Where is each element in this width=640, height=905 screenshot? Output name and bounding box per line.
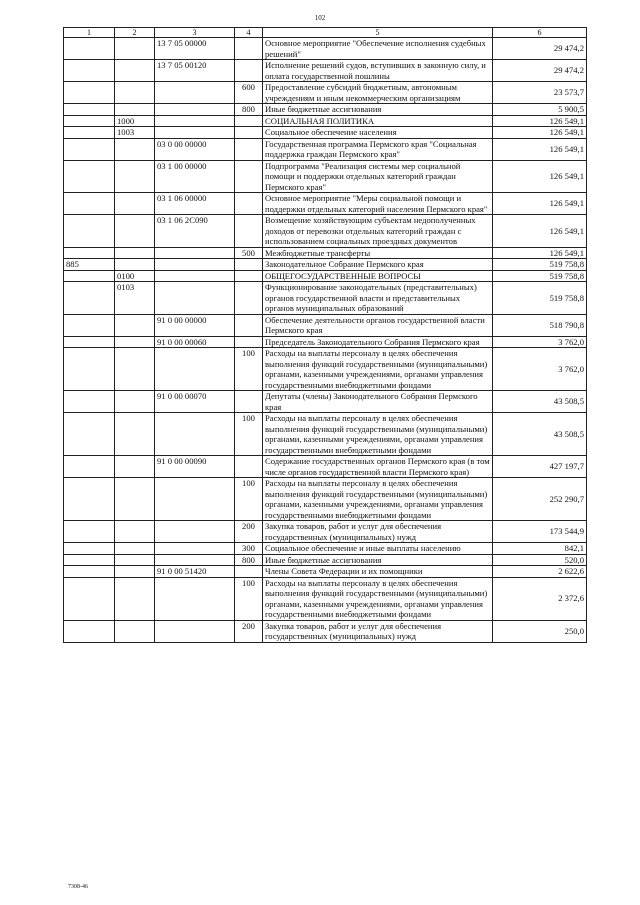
- amount-cell: 3 762,0: [493, 348, 587, 391]
- ministry-code-cell: [64, 60, 115, 82]
- expense-type-cell: [235, 336, 263, 348]
- description-cell: Подпрограмма "Реализация системы мер социальной помощи и поддержки отдельных категорий граждан Пермского края": [263, 160, 493, 193]
- amount-cell: 126 549,1: [493, 215, 587, 248]
- table-row: [64, 127, 587, 139]
- description-cell: СОЦИАЛЬНАЯ ПОЛИТИКА: [263, 115, 493, 127]
- description-cell: Расходы на выплаты персоналу в целях обеспечения выполнения функций государственными (муниципальными) органами, казенными учреждениями, органами управления государственными внебюджетными фондами: [263, 413, 493, 456]
- section-code-cell: 1000: [115, 115, 155, 127]
- ministry-code-cell: [64, 314, 115, 336]
- ministry-code-cell: 885: [64, 259, 115, 271]
- section-code-cell: [115, 314, 155, 336]
- column-header: 5: [263, 28, 493, 38]
- amount-cell: 126 549,1: [493, 193, 587, 215]
- target-article-cell: 91 0 00 00070: [155, 391, 235, 413]
- table-row: [64, 478, 587, 521]
- expense-type-cell: [235, 456, 263, 478]
- ministry-code-cell: [64, 566, 115, 578]
- table-row: [64, 336, 587, 348]
- target-article-cell: 13 7 05 00000: [155, 38, 235, 60]
- ministry-code-cell: [64, 160, 115, 193]
- expense-type-cell: 300: [235, 543, 263, 555]
- description-cell: Расходы на выплаты персоналу в целях обеспечения выполнения функций государственными (муниципальными) органами, казенными учреждениями, органами управления государственными внебюджетными фондами: [263, 478, 493, 521]
- section-code-cell: 1003: [115, 127, 155, 139]
- ministry-code-cell: [64, 82, 115, 104]
- ministry-code-cell: [64, 282, 115, 315]
- ministry-code-cell: [64, 391, 115, 413]
- amount-cell: 519 758,8: [493, 259, 587, 271]
- target-article-cell: [155, 82, 235, 104]
- ministry-code-cell: [64, 543, 115, 555]
- amount-cell: 126 549,1: [493, 138, 587, 160]
- target-article-cell: [155, 270, 235, 282]
- section-code-cell: [115, 543, 155, 555]
- target-article-cell: [155, 620, 235, 642]
- description-cell: Социальное обеспечение и иные выплаты населению: [263, 543, 493, 555]
- section-code-cell: [115, 247, 155, 259]
- amount-cell: 126 549,1: [493, 247, 587, 259]
- ministry-code-cell: [64, 413, 115, 456]
- section-code-cell: [115, 215, 155, 248]
- expense-type-cell: [235, 270, 263, 282]
- description-cell: Содержание государственных органов Пермского края (в том числе органов государственной власти Пермского края): [263, 456, 493, 478]
- table-row: [64, 543, 587, 555]
- ministry-code-cell: [64, 478, 115, 521]
- description-cell: Законодательное Собрание Пермского края: [263, 259, 493, 271]
- expense-type-cell: [235, 215, 263, 248]
- section-code-cell: [115, 60, 155, 82]
- table-row: [64, 160, 587, 193]
- description-cell: Депутаты (члены) Законодательного Собрания Пермского края: [263, 391, 493, 413]
- amount-cell: 173 544,9: [493, 521, 587, 543]
- column-number-row: [64, 28, 587, 38]
- section-code-cell: [115, 413, 155, 456]
- section-code-cell: [115, 554, 155, 566]
- table-row: [64, 521, 587, 543]
- table-row: [64, 577, 587, 620]
- table-row: [64, 259, 587, 271]
- ministry-code-cell: [64, 456, 115, 478]
- table-row: [64, 115, 587, 127]
- expense-type-cell: 200: [235, 620, 263, 642]
- expense-type-cell: 200: [235, 521, 263, 543]
- ministry-code-cell: [64, 104, 115, 116]
- ministry-code-cell: [64, 348, 115, 391]
- expense-type-cell: 800: [235, 104, 263, 116]
- expense-type-cell: [235, 115, 263, 127]
- table-row: [64, 38, 587, 60]
- table-row: [64, 138, 587, 160]
- expense-type-cell: 100: [235, 348, 263, 391]
- section-code-cell: [115, 259, 155, 271]
- amount-cell: 518 790,8: [493, 314, 587, 336]
- target-article-cell: 91 0 00 51420: [155, 566, 235, 578]
- amount-cell: 29 474,2: [493, 38, 587, 60]
- description-cell: Предоставление субсидий бюджетным, автономным учреждениям и иным некоммерческим организациям: [263, 82, 493, 104]
- expense-type-cell: 100: [235, 413, 263, 456]
- expense-type-cell: [235, 282, 263, 315]
- target-article-cell: [155, 259, 235, 271]
- target-article-cell: [155, 521, 235, 543]
- expense-type-cell: 600: [235, 82, 263, 104]
- ministry-code-cell: [64, 38, 115, 60]
- description-cell: Закупка товаров, работ и услуг для обеспечения государственных (муниципальных) нужд: [263, 620, 493, 642]
- amount-cell: 2 372,6: [493, 577, 587, 620]
- section-code-cell: [115, 391, 155, 413]
- amount-cell: 427 197,7: [493, 456, 587, 478]
- column-header: 6: [493, 28, 587, 38]
- expense-type-cell: [235, 160, 263, 193]
- ministry-code-cell: [64, 215, 115, 248]
- section-code-cell: [115, 620, 155, 642]
- section-code-cell: [115, 138, 155, 160]
- amount-cell: 23 573,7: [493, 82, 587, 104]
- section-code-cell: [115, 336, 155, 348]
- table-row: [64, 566, 587, 578]
- section-code-cell: [115, 348, 155, 391]
- amount-cell: 3 762,0: [493, 336, 587, 348]
- amount-cell: 519 758,8: [493, 282, 587, 315]
- ministry-code-cell: [64, 127, 115, 139]
- amount-cell: 520,0: [493, 554, 587, 566]
- description-cell: Иные бюджетные ассигнования: [263, 554, 493, 566]
- column-header: 2: [115, 28, 155, 38]
- section-code-cell: [115, 577, 155, 620]
- section-code-cell: [115, 193, 155, 215]
- amount-cell: 250,0: [493, 620, 587, 642]
- target-article-cell: [155, 577, 235, 620]
- table-row: [64, 348, 587, 391]
- target-article-cell: 03 1 00 00000: [155, 160, 235, 193]
- expense-type-cell: [235, 259, 263, 271]
- description-cell: Основное мероприятие "Меры социальной помощи и поддержки отдельных категорий населения Пермского края": [263, 193, 493, 215]
- amount-cell: 5 900,5: [493, 104, 587, 116]
- section-code-cell: [115, 38, 155, 60]
- target-article-cell: [155, 127, 235, 139]
- description-cell: Возмещение хозяйствующим субъектам недополученных доходов от перевозки отдельных категорий граждан с использованием социальных проездных документов: [263, 215, 493, 248]
- description-cell: Исполнение решений судов, вступивших в законную силу, и оплата государственной пошлины: [263, 60, 493, 82]
- amount-cell: 126 549,1: [493, 115, 587, 127]
- description-cell: Обеспечение деятельности органов государственной власти Пермского края: [263, 314, 493, 336]
- table-row: [64, 247, 587, 259]
- table-row: [64, 104, 587, 116]
- target-article-cell: 91 0 00 00000: [155, 314, 235, 336]
- table-row: [64, 314, 587, 336]
- column-header: 4: [235, 28, 263, 38]
- target-article-cell: 91 0 00 00090: [155, 456, 235, 478]
- amount-cell: 842,1: [493, 543, 587, 555]
- table-row: [64, 82, 587, 104]
- target-article-cell: [155, 543, 235, 555]
- target-article-cell: [155, 104, 235, 116]
- ministry-code-cell: [64, 270, 115, 282]
- description-cell: Функционирование законодательных (представительных) органов государственной власти и представительных органов муниципальных образований: [263, 282, 493, 315]
- table-row: [64, 193, 587, 215]
- target-article-cell: [155, 413, 235, 456]
- amount-cell: 29 474,2: [493, 60, 587, 82]
- expense-type-cell: [235, 193, 263, 215]
- table-row: [64, 282, 587, 315]
- ministry-code-cell: [64, 577, 115, 620]
- target-article-cell: 03 1 06 2С090: [155, 215, 235, 248]
- table-row: [64, 391, 587, 413]
- description-cell: Межбюджетные трансферты: [263, 247, 493, 259]
- section-code-cell: [115, 478, 155, 521]
- section-code-cell: [115, 566, 155, 578]
- target-article-cell: 03 1 06 00000: [155, 193, 235, 215]
- section-code-cell: [115, 104, 155, 116]
- column-header: 1: [64, 28, 115, 38]
- target-article-cell: [155, 282, 235, 315]
- table-row: [64, 215, 587, 248]
- expense-type-cell: 100: [235, 478, 263, 521]
- amount-cell: 126 549,1: [493, 127, 587, 139]
- description-cell: Основное мероприятие "Обеспечение исполнения судебных решений": [263, 38, 493, 60]
- description-cell: Председатель Законодательного Собрания Пермского края: [263, 336, 493, 348]
- table-row: [64, 456, 587, 478]
- ministry-code-cell: [64, 138, 115, 160]
- target-article-cell: 03 0 00 00000: [155, 138, 235, 160]
- ministry-code-cell: [64, 521, 115, 543]
- section-code-cell: 0103: [115, 282, 155, 315]
- description-cell: Закупка товаров, работ и услуг для обеспечения государственных (муниципальных) нужд: [263, 521, 493, 543]
- expense-type-cell: [235, 138, 263, 160]
- section-code-cell: [115, 456, 155, 478]
- target-article-cell: 13 7 05 00120: [155, 60, 235, 82]
- target-article-cell: [155, 478, 235, 521]
- target-article-cell: [155, 554, 235, 566]
- budget-table: [63, 27, 587, 643]
- expense-type-cell: 100: [235, 577, 263, 620]
- table-body: [64, 38, 587, 643]
- table-row: [64, 554, 587, 566]
- footer-code: 7308-46: [68, 884, 88, 890]
- expense-type-cell: [235, 60, 263, 82]
- expense-type-cell: [235, 38, 263, 60]
- description-cell: Иные бюджетные ассигнования: [263, 104, 493, 116]
- ministry-code-cell: [64, 554, 115, 566]
- section-code-cell: [115, 160, 155, 193]
- section-code-cell: 0100: [115, 270, 155, 282]
- target-article-cell: 91 0 00 00060: [155, 336, 235, 348]
- ministry-code-cell: [64, 193, 115, 215]
- ministry-code-cell: [64, 620, 115, 642]
- table-row: [64, 413, 587, 456]
- table-row: [64, 620, 587, 642]
- description-cell: ОБЩЕГОСУДАРСТВЕННЫЕ ВОПРОСЫ: [263, 270, 493, 282]
- expense-type-cell: [235, 391, 263, 413]
- amount-cell: 2 622,6: [493, 566, 587, 578]
- section-code-cell: [115, 521, 155, 543]
- section-code-cell: [115, 82, 155, 104]
- expense-type-cell: 500: [235, 247, 263, 259]
- expense-type-cell: [235, 566, 263, 578]
- amount-cell: 43 508,5: [493, 391, 587, 413]
- amount-cell: 43 508,5: [493, 413, 587, 456]
- amount-cell: 252 290,7: [493, 478, 587, 521]
- description-cell: Государственная программа Пермского края "Социальная поддержка граждан Пермского края": [263, 138, 493, 160]
- target-article-cell: [155, 348, 235, 391]
- target-article-cell: [155, 247, 235, 259]
- table-row: [64, 60, 587, 82]
- page-number: 102: [314, 14, 326, 22]
- description-cell: Социальное обеспечение населения: [263, 127, 493, 139]
- description-cell: Члены Совета Федерации и их помощники: [263, 566, 493, 578]
- amount-cell: 519 758,8: [493, 270, 587, 282]
- target-article-cell: [155, 115, 235, 127]
- table-row: [64, 270, 587, 282]
- ministry-code-cell: [64, 115, 115, 127]
- column-header: 3: [155, 28, 235, 38]
- description-cell: Расходы на выплаты персоналу в целях обеспечения выполнения функций государственными (муниципальными) органами, казенными учреждениями, органами управления государственными внебюджетными фондами: [263, 577, 493, 620]
- expense-type-cell: [235, 127, 263, 139]
- ministry-code-cell: [64, 247, 115, 259]
- ministry-code-cell: [64, 336, 115, 348]
- expense-type-cell: 800: [235, 554, 263, 566]
- amount-cell: 126 549,1: [493, 160, 587, 193]
- expense-type-cell: [235, 314, 263, 336]
- description-cell: Расходы на выплаты персоналу в целях обеспечения выполнения функций государственными (муниципальными) органами, казенными учреждениями, органами управления государственными внебюджетными фондами: [263, 348, 493, 391]
